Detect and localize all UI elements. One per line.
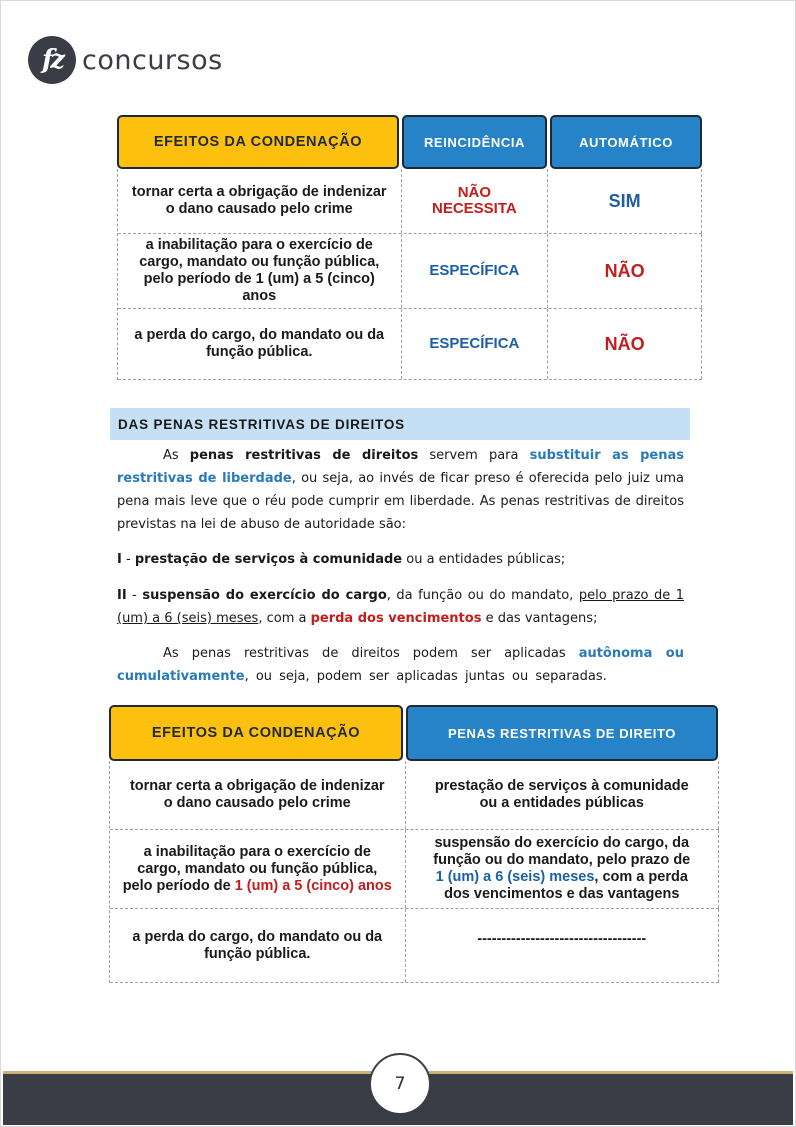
header-automatico: AUTOMÁTICO bbox=[550, 115, 702, 169]
underlined-text: pelo prazo de 1 (um) a 6 (seis) meses bbox=[117, 588, 684, 626]
pena-line: suspensão do exercício do cargo, da bbox=[434, 835, 690, 851]
pena-line: prestação de serviços à comunidade bbox=[434, 778, 689, 794]
text: ou a entidades públicas; bbox=[402, 552, 566, 567]
effect-line: tornar certa a obrigação de indenizar bbox=[129, 778, 385, 794]
effect-line: a inabilitação para o exercício de bbox=[145, 237, 373, 253]
table-header-row bbox=[109, 705, 719, 761]
header-efeitos: EFEITOS DA CONDENAÇÃO bbox=[117, 115, 399, 169]
effect-cell bbox=[118, 309, 402, 379]
list-item-ii bbox=[117, 584, 684, 630]
automatico-cell: NÃO bbox=[548, 234, 702, 308]
text: , ou seja, ao invés de ficar preso é oferecida pelo juiz uma pena mais leve que o réu pode cumprir em liberdade. As penas restritivas de direitos previstas na lei de abuso de autoridade são: bbox=[117, 471, 684, 532]
text: , ou seja, podem ser aplicadas juntas ou separadas. bbox=[244, 669, 607, 684]
paragraph-application bbox=[117, 642, 684, 688]
paragraph-intro bbox=[117, 444, 684, 536]
text: - bbox=[121, 552, 135, 567]
page-number: 7 bbox=[369, 1053, 431, 1115]
table-row bbox=[110, 830, 719, 909]
reincidencia-line: NECESSITA bbox=[432, 200, 517, 217]
bold-text: suspensão do exercício do cargo bbox=[142, 588, 387, 603]
pena-cell bbox=[406, 830, 719, 908]
effect-line bbox=[123, 878, 392, 895]
highlight-text: substituir as penas restritivas de liberdade bbox=[117, 448, 684, 486]
effect-line: a inabilitação para o exercício de bbox=[143, 843, 371, 860]
header-reincidencia: REINCIDÊNCIA bbox=[402, 115, 547, 169]
table-effects-reincidence bbox=[117, 115, 702, 380]
text: pelo período de bbox=[122, 877, 235, 894]
table-body bbox=[117, 169, 702, 380]
highlight-text: 1 (um) a 6 (seis) meses bbox=[435, 869, 595, 885]
list-item-i bbox=[117, 548, 684, 571]
bold-text: penas restritivas de direitos bbox=[189, 448, 419, 463]
table-header-row bbox=[117, 115, 702, 169]
pena-cell bbox=[406, 761, 719, 829]
pena-cell: ----------------------------------- bbox=[406, 909, 719, 982]
automatico-cell: NÃO bbox=[548, 309, 702, 379]
logo-text: concursos bbox=[82, 44, 223, 76]
effect-line: o dano causado pelo crime bbox=[163, 795, 351, 811]
effect-line: função pública. bbox=[206, 344, 313, 360]
effect-line: o dano causado pelo crime bbox=[165, 201, 353, 217]
text: e das vantagens; bbox=[481, 611, 598, 626]
text: servem para bbox=[418, 448, 530, 463]
highlight-text: 1 (um) a 5 (cinco) anos bbox=[234, 877, 392, 894]
reincidencia-cell: ESPECÍFICA bbox=[402, 309, 549, 379]
effect-cell bbox=[118, 234, 402, 308]
logo bbox=[28, 36, 223, 84]
table-row bbox=[118, 234, 702, 309]
highlight-text: perda dos vencimentos bbox=[310, 611, 482, 626]
pena-line bbox=[433, 869, 690, 886]
reincidencia-line: NÃO bbox=[457, 184, 492, 201]
pena-line: função ou do mandato, pelo prazo de bbox=[433, 852, 691, 868]
text: As bbox=[163, 448, 190, 463]
table-row bbox=[118, 309, 702, 380]
item-number: I bbox=[117, 552, 122, 567]
effect-cell bbox=[110, 830, 406, 908]
table-row bbox=[110, 761, 719, 830]
effect-line: cargo, mandato ou função pública, bbox=[139, 254, 380, 270]
header-efeitos: EFEITOS DA CONDENAÇÃO bbox=[109, 705, 403, 761]
text: - bbox=[126, 588, 143, 603]
effect-line: tornar certa a obrigação de indenizar bbox=[131, 184, 387, 200]
text: As penas restritivas de direitos podem ser aplicadas bbox=[163, 646, 579, 661]
effect-line: a perda do cargo, do mandato ou da bbox=[132, 928, 383, 945]
automatico-cell: SIM bbox=[548, 169, 702, 233]
item-number: II bbox=[117, 588, 127, 603]
table-effects-penalties bbox=[109, 705, 719, 983]
table-row bbox=[118, 169, 702, 234]
effect-line: a perda do cargo, do mandato ou da bbox=[134, 327, 385, 343]
highlight-text: autônoma ou cumulativamente bbox=[117, 646, 684, 684]
text: , da função ou do mandato, bbox=[386, 588, 579, 603]
text: , com a bbox=[258, 611, 311, 626]
reincidencia-cell: ESPECÍFICA bbox=[402, 234, 549, 308]
effect-cell bbox=[110, 909, 406, 982]
header-penas: PENAS RESTRITIVAS DE DIREITO bbox=[406, 705, 718, 761]
effect-line: pelo período de 1 (um) a 5 (cinco) anos bbox=[143, 271, 375, 304]
table-row bbox=[110, 909, 719, 983]
reincidencia-cell bbox=[402, 169, 549, 233]
effect-line: cargo, mandato ou função pública, bbox=[137, 860, 378, 877]
pena-line: dos vencimentos e das vantagens bbox=[444, 886, 680, 902]
effect-cell bbox=[118, 169, 402, 233]
table-body bbox=[109, 761, 719, 983]
effect-cell bbox=[110, 761, 406, 829]
effect-line: função pública. bbox=[204, 945, 311, 962]
pena-line: ou a entidades públicas bbox=[479, 795, 644, 811]
section-heading: DAS PENAS RESTRITIVAS DE DIREITOS bbox=[110, 408, 690, 440]
logo-mark: fz bbox=[28, 36, 76, 84]
bold-text: prestação de serviços à comunidade bbox=[134, 552, 403, 567]
text: , com a perda bbox=[594, 869, 688, 885]
